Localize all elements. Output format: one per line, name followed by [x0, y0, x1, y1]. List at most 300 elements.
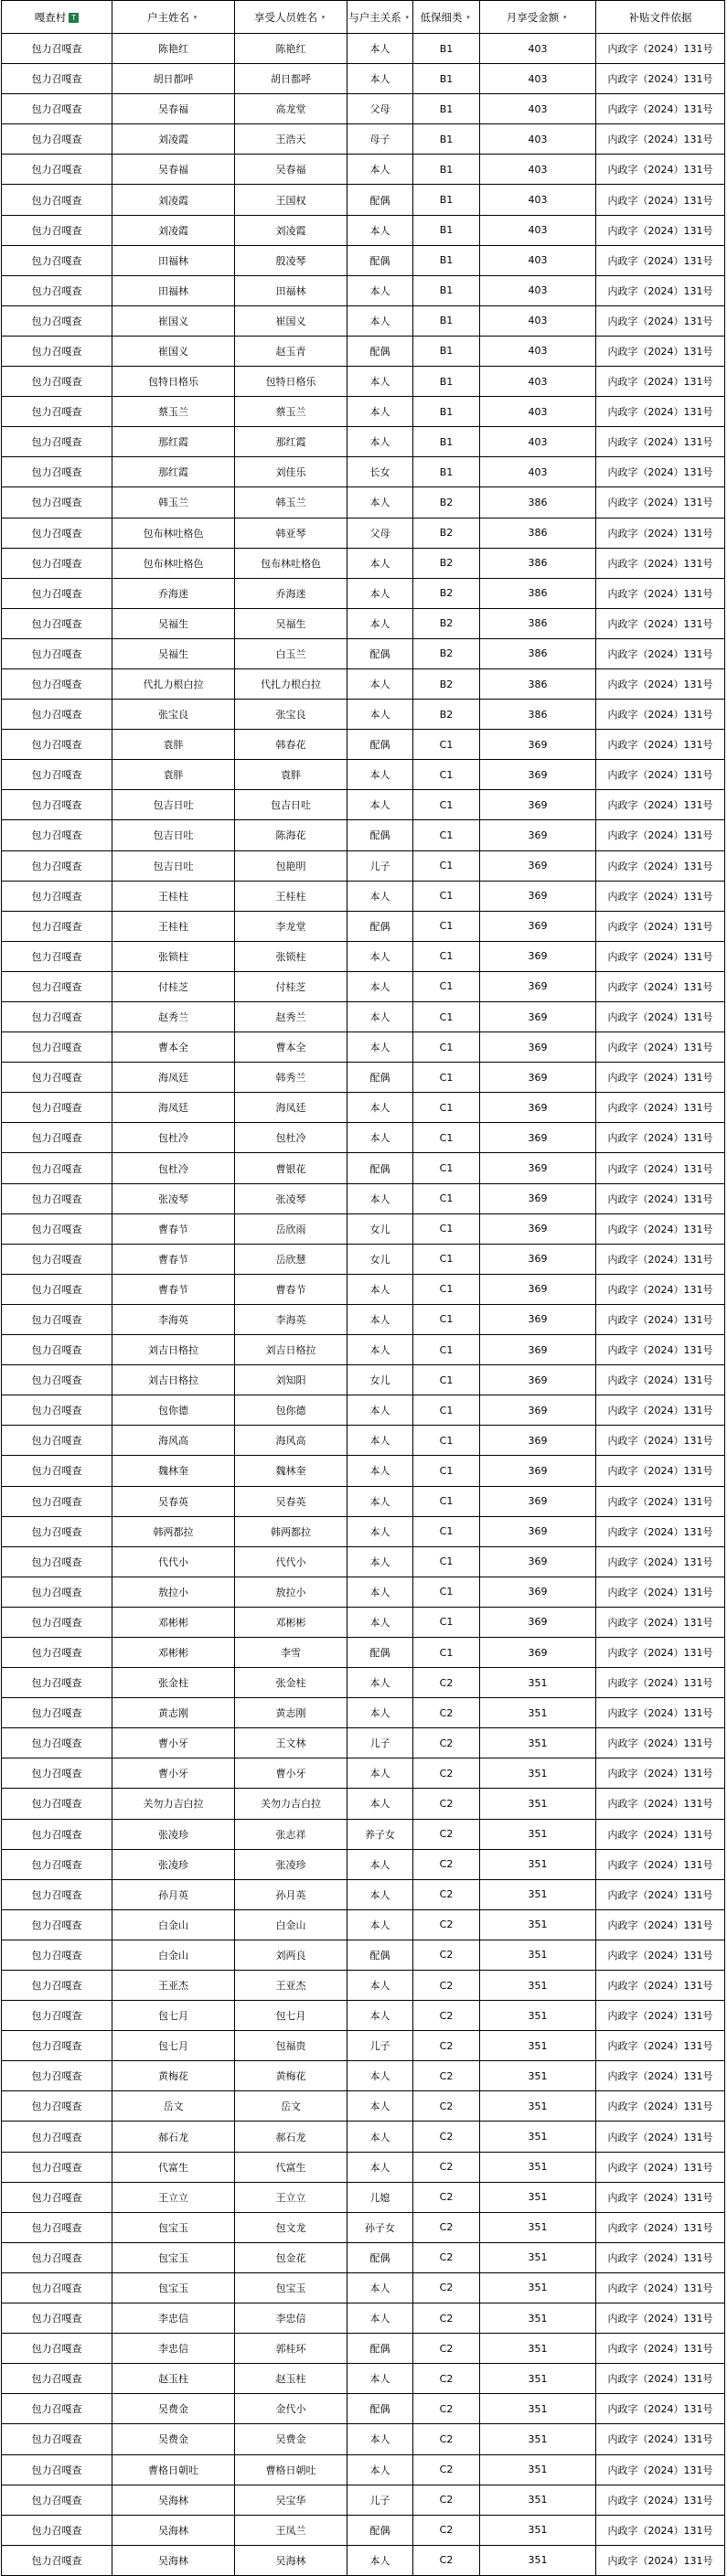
- document-cell[interactable]: 内政字（2024）131号: [596, 1123, 725, 1153]
- village-cell[interactable]: 包力召嘎查: [2, 1909, 112, 1940]
- householder-cell[interactable]: 李海英: [112, 1304, 235, 1334]
- village-cell[interactable]: 包力召嘎查: [2, 124, 112, 155]
- beneficiary-cell[interactable]: 付桂芝: [235, 971, 347, 1001]
- village-cell[interactable]: 包力召嘎查: [2, 1849, 112, 1879]
- relation-cell[interactable]: 本人: [347, 305, 413, 336]
- document-cell[interactable]: 内政字（2024）131号: [596, 1879, 725, 1909]
- village-cell[interactable]: 包力召嘎查: [2, 2122, 112, 2152]
- document-cell[interactable]: 内政字（2024）131号: [596, 1063, 725, 1093]
- amount-cell[interactable]: 403: [480, 64, 596, 94]
- document-cell[interactable]: 内政字（2024）131号: [596, 1546, 725, 1577]
- document-cell[interactable]: 内政字（2024）131号: [596, 668, 725, 699]
- document-cell[interactable]: 内政字（2024）131号: [596, 2545, 725, 2575]
- document-cell[interactable]: 内政字（2024）131号: [596, 1909, 725, 1940]
- beneficiary-cell[interactable]: 吴费金: [235, 2424, 347, 2454]
- document-cell[interactable]: 内政字（2024）131号: [596, 2394, 725, 2424]
- village-cell[interactable]: 包力召嘎查: [2, 215, 112, 245]
- relation-cell[interactable]: 配偶: [347, 1063, 413, 1093]
- village-cell[interactable]: 包力召嘎查: [2, 34, 112, 64]
- amount-cell[interactable]: 351: [480, 2122, 596, 2152]
- beneficiary-cell[interactable]: 白玉兰: [235, 638, 347, 668]
- category-cell[interactable]: C2: [413, 1789, 480, 1819]
- amount-cell[interactable]: 351: [480, 1819, 596, 1849]
- category-cell[interactable]: C2: [413, 2152, 480, 2182]
- category-cell[interactable]: B1: [413, 34, 480, 64]
- amount-cell[interactable]: 369: [480, 1153, 596, 1183]
- document-cell[interactable]: 内政字（2024）131号: [596, 911, 725, 941]
- relation-cell[interactable]: 配偶: [347, 1637, 413, 1667]
- amount-cell[interactable]: 369: [480, 730, 596, 760]
- beneficiary-cell[interactable]: 黄梅花: [235, 2061, 347, 2091]
- householder-cell[interactable]: 关勿力吉白拉: [112, 1789, 235, 1819]
- beneficiary-cell[interactable]: 刘佳乐: [235, 457, 347, 487]
- beneficiary-cell[interactable]: 王立立: [235, 2182, 347, 2212]
- amount-cell[interactable]: 403: [480, 275, 596, 305]
- relation-cell[interactable]: 本人: [347, 548, 413, 578]
- amount-cell[interactable]: 369: [480, 1516, 596, 1546]
- relation-cell[interactable]: 本人: [347, 1032, 413, 1063]
- householder-cell[interactable]: 张锁柱: [112, 941, 235, 971]
- category-cell[interactable]: B1: [413, 275, 480, 305]
- relation-cell[interactable]: 本人: [347, 64, 413, 94]
- relation-cell[interactable]: 本人: [347, 2091, 413, 2122]
- category-cell[interactable]: B1: [413, 215, 480, 245]
- village-cell[interactable]: 包力召嘎查: [2, 1758, 112, 1789]
- amount-cell[interactable]: 369: [480, 1093, 596, 1123]
- relation-cell[interactable]: 配偶: [347, 1940, 413, 1970]
- householder-cell[interactable]: 吴福生: [112, 638, 235, 668]
- beneficiary-cell[interactable]: 代扎力根白拉: [235, 668, 347, 699]
- category-cell[interactable]: B2: [413, 608, 480, 638]
- beneficiary-cell[interactable]: 韩亚琴: [235, 518, 347, 548]
- village-cell[interactable]: 包力召嘎查: [2, 1971, 112, 2001]
- householder-cell[interactable]: 魏林奎: [112, 1456, 235, 1486]
- village-cell[interactable]: 包力召嘎查: [2, 668, 112, 699]
- amount-cell[interactable]: 351: [480, 2001, 596, 2031]
- document-cell[interactable]: 内政字（2024）131号: [596, 941, 725, 971]
- householder-cell[interactable]: 代富生: [112, 2152, 235, 2182]
- relation-cell[interactable]: 本人: [347, 1183, 413, 1213]
- document-cell[interactable]: 内政字（2024）131号: [596, 1637, 725, 1667]
- householder-cell[interactable]: 张凌珍: [112, 1849, 235, 1879]
- beneficiary-cell[interactable]: 张宝良: [235, 700, 347, 730]
- relation-cell[interactable]: 本人: [347, 2545, 413, 2575]
- beneficiary-cell[interactable]: 魏林奎: [235, 1456, 347, 1486]
- relation-cell[interactable]: 父母: [347, 94, 413, 124]
- relation-cell[interactable]: 本人: [347, 2001, 413, 2031]
- village-cell[interactable]: 包力召嘎查: [2, 245, 112, 275]
- beneficiary-cell[interactable]: 李雪: [235, 1637, 347, 1667]
- beneficiary-cell[interactable]: 袁胖: [235, 760, 347, 790]
- category-cell[interactable]: C1: [413, 1637, 480, 1667]
- amount-cell[interactable]: 403: [480, 245, 596, 275]
- document-cell[interactable]: 内政字（2024）131号: [596, 1789, 725, 1819]
- beneficiary-cell[interactable]: 白金山: [235, 1909, 347, 1940]
- householder-cell[interactable]: 赵玉柱: [112, 2364, 235, 2394]
- relation-cell[interactable]: 女儿: [347, 1244, 413, 1274]
- householder-cell[interactable]: 曹小牙: [112, 1728, 235, 1758]
- village-cell[interactable]: 包力召嘎查: [2, 548, 112, 578]
- village-cell[interactable]: 包力召嘎查: [2, 1032, 112, 1063]
- relation-cell[interactable]: 本人: [347, 700, 413, 730]
- category-cell[interactable]: C2: [413, 2061, 480, 2091]
- category-cell[interactable]: C2: [413, 2272, 480, 2303]
- category-cell[interactable]: B1: [413, 336, 480, 366]
- householder-cell[interactable]: 田福林: [112, 275, 235, 305]
- beneficiary-cell[interactable]: 韩玉兰: [235, 487, 347, 518]
- relation-cell[interactable]: 本人: [347, 1123, 413, 1153]
- village-cell[interactable]: 包力召嘎查: [2, 2364, 112, 2394]
- beneficiary-cell[interactable]: 包福贵: [235, 2031, 347, 2061]
- village-cell[interactable]: 包力召嘎查: [2, 2272, 112, 2303]
- document-cell[interactable]: 内政字（2024）131号: [596, 245, 725, 275]
- document-cell[interactable]: 内政字（2024）131号: [596, 34, 725, 64]
- relation-cell[interactable]: 配偶: [347, 820, 413, 850]
- beneficiary-cell[interactable]: 郝石龙: [235, 2122, 347, 2152]
- document-cell[interactable]: 内政字（2024）131号: [596, 1577, 725, 1607]
- document-cell[interactable]: 内政字（2024）131号: [596, 1486, 725, 1516]
- relation-cell[interactable]: 本人: [347, 1516, 413, 1546]
- householder-cell[interactable]: 崔国义: [112, 305, 235, 336]
- village-cell[interactable]: 包力召嘎查: [2, 2091, 112, 2122]
- relation-cell[interactable]: 本人: [347, 1849, 413, 1879]
- document-cell[interactable]: 内政字（2024）131号: [596, 1395, 725, 1426]
- amount-cell[interactable]: 369: [480, 760, 596, 790]
- document-cell[interactable]: 内政字（2024）131号: [596, 1032, 725, 1063]
- amount-cell[interactable]: 403: [480, 215, 596, 245]
- beneficiary-cell[interactable]: 高龙堂: [235, 94, 347, 124]
- amount-cell[interactable]: 351: [480, 1728, 596, 1758]
- document-cell[interactable]: 内政字（2024）131号: [596, 2334, 725, 2364]
- amount-cell[interactable]: 351: [480, 2545, 596, 2575]
- beneficiary-cell[interactable]: 岳文: [235, 2091, 347, 2122]
- relation-cell[interactable]: 本人: [347, 760, 413, 790]
- relation-cell[interactable]: 本人: [347, 2303, 413, 2334]
- beneficiary-cell[interactable]: 陈艳红: [235, 34, 347, 64]
- householder-cell[interactable]: 曹春节: [112, 1213, 235, 1244]
- category-cell[interactable]: C2: [413, 1971, 480, 2001]
- village-cell[interactable]: 包力召嘎查: [2, 367, 112, 397]
- householder-cell[interactable]: 胡日都呼: [112, 64, 235, 94]
- amount-cell[interactable]: 351: [480, 2364, 596, 2394]
- amount-cell[interactable]: 403: [480, 124, 596, 155]
- householder-cell[interactable]: 付桂芝: [112, 971, 235, 1001]
- beneficiary-cell[interactable]: 陈海花: [235, 820, 347, 850]
- category-cell[interactable]: B2: [413, 638, 480, 668]
- document-cell[interactable]: 内政字（2024）131号: [596, 578, 725, 608]
- document-cell[interactable]: 内政字（2024）131号: [596, 760, 725, 790]
- amount-cell[interactable]: 369: [480, 1002, 596, 1032]
- relation-cell[interactable]: 本人: [347, 1093, 413, 1123]
- relation-cell[interactable]: 配偶: [347, 2334, 413, 2364]
- relation-cell[interactable]: 本人: [347, 1274, 413, 1304]
- householder-cell[interactable]: 海凤廷: [112, 1093, 235, 1123]
- amount-cell[interactable]: 403: [480, 427, 596, 457]
- village-cell[interactable]: 包力召嘎查: [2, 2334, 112, 2364]
- village-cell[interactable]: 包力召嘎查: [2, 941, 112, 971]
- amount-cell[interactable]: 369: [480, 1063, 596, 1093]
- category-cell[interactable]: C2: [413, 2303, 480, 2334]
- amount-cell[interactable]: 351: [480, 2515, 596, 2545]
- category-cell[interactable]: C1: [413, 850, 480, 881]
- beneficiary-cell[interactable]: 蔡玉兰: [235, 397, 347, 427]
- amount-cell[interactable]: 351: [480, 2272, 596, 2303]
- category-cell[interactable]: C1: [413, 730, 480, 760]
- filter-dropdown-icon[interactable]: ▾: [405, 13, 409, 21]
- village-cell[interactable]: 包力召嘎查: [2, 2424, 112, 2454]
- category-cell[interactable]: C2: [413, 1879, 480, 1909]
- amount-cell[interactable]: 386: [480, 608, 596, 638]
- amount-cell[interactable]: 351: [480, 1940, 596, 1970]
- document-cell[interactable]: 内政字（2024）131号: [596, 305, 725, 336]
- amount-cell[interactable]: 351: [480, 2303, 596, 2334]
- document-cell[interactable]: 内政字（2024）131号: [596, 2485, 725, 2515]
- village-cell[interactable]: 包力召嘎查: [2, 1789, 112, 1819]
- householder-cell[interactable]: 包宝玉: [112, 2242, 235, 2272]
- householder-cell[interactable]: 吴费金: [112, 2394, 235, 2424]
- householder-cell[interactable]: 敖拉小: [112, 1577, 235, 1607]
- relation-cell[interactable]: 本人: [347, 1909, 413, 1940]
- village-cell[interactable]: 包力召嘎查: [2, 185, 112, 215]
- category-cell[interactable]: B2: [413, 518, 480, 548]
- householder-cell[interactable]: 包七月: [112, 2001, 235, 2031]
- document-cell[interactable]: 内政字（2024）131号: [596, 215, 725, 245]
- beneficiary-cell[interactable]: 邓彬彬: [235, 1607, 347, 1637]
- amount-cell[interactable]: 351: [480, 1849, 596, 1879]
- amount-cell[interactable]: 351: [480, 1789, 596, 1819]
- document-cell[interactable]: 内政字（2024）131号: [596, 850, 725, 881]
- document-cell[interactable]: 内政字（2024）131号: [596, 700, 725, 730]
- village-cell[interactable]: 包力召嘎查: [2, 700, 112, 730]
- beneficiary-cell[interactable]: 敖拉小: [235, 1577, 347, 1607]
- householder-cell[interactable]: 张凌珍: [112, 1819, 235, 1849]
- householder-cell[interactable]: 陈艳红: [112, 34, 235, 64]
- document-cell[interactable]: 内政字（2024）131号: [596, 1365, 725, 1395]
- document-cell[interactable]: 内政字（2024）131号: [596, 2272, 725, 2303]
- village-cell[interactable]: 包力召嘎查: [2, 1093, 112, 1123]
- beneficiary-cell[interactable]: 海凤廷: [235, 1093, 347, 1123]
- householder-cell[interactable]: 白金山: [112, 1909, 235, 1940]
- document-cell[interactable]: 内政字（2024）131号: [596, 2091, 725, 2122]
- document-cell[interactable]: 内政字（2024）131号: [596, 124, 725, 155]
- beneficiary-cell[interactable]: 金代小: [235, 2394, 347, 2424]
- document-cell[interactable]: 内政字（2024）131号: [596, 185, 725, 215]
- document-cell[interactable]: 内政字（2024）131号: [596, 427, 725, 457]
- document-cell[interactable]: 内政字（2024）131号: [596, 94, 725, 124]
- beneficiary-cell[interactable]: 包你德: [235, 1395, 347, 1426]
- category-cell[interactable]: C1: [413, 1274, 480, 1304]
- document-cell[interactable]: 内政字（2024）131号: [596, 2122, 725, 2152]
- relation-cell[interactable]: 本人: [347, 1304, 413, 1334]
- householder-cell[interactable]: 吴费金: [112, 2424, 235, 2454]
- village-cell[interactable]: 包力召嘎查: [2, 2545, 112, 2575]
- relation-cell[interactable]: 配偶: [347, 2515, 413, 2545]
- category-cell[interactable]: B1: [413, 457, 480, 487]
- householder-cell[interactable]: 郝石龙: [112, 2122, 235, 2152]
- document-cell[interactable]: 内政字（2024）131号: [596, 1274, 725, 1304]
- amount-cell[interactable]: 369: [480, 971, 596, 1001]
- beneficiary-cell[interactable]: 赵秀兰: [235, 1002, 347, 1032]
- amount-cell[interactable]: 369: [480, 1546, 596, 1577]
- document-cell[interactable]: 内政字（2024）131号: [596, 1304, 725, 1334]
- village-cell[interactable]: 包力召嘎查: [2, 1304, 112, 1334]
- village-cell[interactable]: 包力召嘎查: [2, 1274, 112, 1304]
- beneficiary-cell[interactable]: 那红霞: [235, 427, 347, 457]
- beneficiary-cell[interactable]: 包七月: [235, 2001, 347, 2031]
- householder-cell[interactable]: 包你德: [112, 1395, 235, 1426]
- beneficiary-cell[interactable]: 吴海林: [235, 2545, 347, 2575]
- beneficiary-cell[interactable]: 包艳明: [235, 850, 347, 881]
- category-cell[interactable]: C1: [413, 760, 480, 790]
- relation-cell[interactable]: 本人: [347, 1002, 413, 1032]
- relation-cell[interactable]: 长女: [347, 457, 413, 487]
- householder-cell[interactable]: 乔海迷: [112, 578, 235, 608]
- relation-cell[interactable]: 配偶: [347, 730, 413, 760]
- beneficiary-cell[interactable]: 李忠信: [235, 2303, 347, 2334]
- document-cell[interactable]: 内政字（2024）131号: [596, 155, 725, 185]
- category-cell[interactable]: C1: [413, 1063, 480, 1093]
- village-cell[interactable]: 包力召嘎查: [2, 1607, 112, 1637]
- amount-cell[interactable]: 351: [480, 1758, 596, 1789]
- beneficiary-cell[interactable]: 曹本全: [235, 1032, 347, 1063]
- category-cell[interactable]: C2: [413, 2031, 480, 2061]
- beneficiary-cell[interactable]: 包吉日吐: [235, 790, 347, 820]
- relation-cell[interactable]: 本人: [347, 1426, 413, 1456]
- document-cell[interactable]: 内政字（2024）131号: [596, 1093, 725, 1123]
- relation-cell[interactable]: 本人: [347, 1879, 413, 1909]
- relation-cell[interactable]: 配偶: [347, 245, 413, 275]
- village-cell[interactable]: 包力召嘎查: [2, 1577, 112, 1607]
- householder-cell[interactable]: 张凌琴: [112, 1183, 235, 1213]
- category-cell[interactable]: C1: [413, 1577, 480, 1607]
- category-cell[interactable]: C1: [413, 1244, 480, 1274]
- householder-cell[interactable]: 曹春节: [112, 1244, 235, 1274]
- village-cell[interactable]: 包力召嘎查: [2, 2152, 112, 2182]
- beneficiary-cell[interactable]: 张凌琴: [235, 1183, 347, 1213]
- document-cell[interactable]: 内政字（2024）131号: [596, 1516, 725, 1546]
- document-cell[interactable]: 内政字（2024）131号: [596, 2031, 725, 2061]
- relation-cell[interactable]: 本人: [347, 1335, 413, 1365]
- beneficiary-cell[interactable]: 包文龙: [235, 2212, 347, 2242]
- filter-dropdown-icon[interactable]: ▾: [466, 13, 470, 21]
- category-cell[interactable]: C1: [413, 1002, 480, 1032]
- amount-cell[interactable]: 369: [480, 1274, 596, 1304]
- category-cell[interactable]: C2: [413, 2091, 480, 2122]
- amount-cell[interactable]: 369: [480, 790, 596, 820]
- relation-cell[interactable]: 儿媳: [347, 2182, 413, 2212]
- category-cell[interactable]: C1: [413, 1516, 480, 1546]
- village-cell[interactable]: 包力召嘎查: [2, 1879, 112, 1909]
- amount-cell[interactable]: 369: [480, 1304, 596, 1334]
- householder-cell[interactable]: 李忠信: [112, 2303, 235, 2334]
- category-cell[interactable]: C2: [413, 2394, 480, 2424]
- beneficiary-cell[interactable]: 曹小牙: [235, 1758, 347, 1789]
- beneficiary-cell[interactable]: 韩春花: [235, 730, 347, 760]
- beneficiary-cell[interactable]: 吴春英: [235, 1486, 347, 1516]
- relation-cell[interactable]: 本人: [347, 1758, 413, 1789]
- category-cell[interactable]: C2: [413, 2364, 480, 2394]
- amount-cell[interactable]: 369: [480, 1456, 596, 1486]
- householder-cell[interactable]: 刘吉日格拉: [112, 1365, 235, 1395]
- document-cell[interactable]: 内政字（2024）131号: [596, 1849, 725, 1879]
- relation-cell[interactable]: 本人: [347, 1607, 413, 1637]
- category-cell[interactable]: C2: [413, 2122, 480, 2152]
- amount-cell[interactable]: 369: [480, 1032, 596, 1063]
- village-cell[interactable]: 包力召嘎查: [2, 457, 112, 487]
- beneficiary-cell[interactable]: 岳欣慧: [235, 1244, 347, 1274]
- category-cell[interactable]: B1: [413, 427, 480, 457]
- householder-cell[interactable]: 海风高: [112, 1426, 235, 1456]
- relation-cell[interactable]: 本人: [347, 1546, 413, 1577]
- beneficiary-cell[interactable]: 王亚杰: [235, 1971, 347, 2001]
- beneficiary-cell[interactable]: 曹格日朝吐: [235, 2454, 347, 2485]
- householder-cell[interactable]: 蔡玉兰: [112, 397, 235, 427]
- category-cell[interactable]: B2: [413, 487, 480, 518]
- village-cell[interactable]: 包力召嘎查: [2, 1365, 112, 1395]
- amount-cell[interactable]: 351: [480, 1909, 596, 1940]
- village-cell[interactable]: 包力召嘎查: [2, 790, 112, 820]
- relation-cell[interactable]: 配偶: [347, 2394, 413, 2424]
- beneficiary-cell[interactable]: 张凌珍: [235, 1849, 347, 1879]
- beneficiary-cell[interactable]: 包杜冷: [235, 1123, 347, 1153]
- document-cell[interactable]: 内政字（2024）131号: [596, 2061, 725, 2091]
- village-cell[interactable]: 包力召嘎查: [2, 1213, 112, 1244]
- category-cell[interactable]: C1: [413, 1213, 480, 1244]
- beneficiary-cell[interactable]: 海风高: [235, 1426, 347, 1456]
- amount-cell[interactable]: 351: [480, 2334, 596, 2364]
- category-cell[interactable]: C2: [413, 2424, 480, 2454]
- householder-cell[interactable]: 包宝玉: [112, 2272, 235, 2303]
- relation-cell[interactable]: 本人: [347, 155, 413, 185]
- householder-cell[interactable]: 吴春福: [112, 94, 235, 124]
- category-cell[interactable]: C2: [413, 1758, 480, 1789]
- document-cell[interactable]: 内政字（2024）131号: [596, 336, 725, 366]
- householder-cell[interactable]: 黄梅花: [112, 2061, 235, 2091]
- village-cell[interactable]: 包力召嘎查: [2, 1123, 112, 1153]
- amount-cell[interactable]: 369: [480, 1577, 596, 1607]
- document-cell[interactable]: 内政字（2024）131号: [596, 518, 725, 548]
- householder-cell[interactable]: 包吉日吐: [112, 820, 235, 850]
- beneficiary-cell[interactable]: 李龙堂: [235, 911, 347, 941]
- householder-cell[interactable]: 代代小: [112, 1546, 235, 1577]
- beneficiary-cell[interactable]: 关勿力吉白拉: [235, 1789, 347, 1819]
- householder-cell[interactable]: 韩两都拉: [112, 1516, 235, 1546]
- amount-cell[interactable]: 386: [480, 578, 596, 608]
- amount-cell[interactable]: 369: [480, 1486, 596, 1516]
- village-cell[interactable]: 包力召嘎查: [2, 578, 112, 608]
- category-cell[interactable]: C1: [413, 1304, 480, 1334]
- relation-cell[interactable]: 儿子: [347, 2031, 413, 2061]
- beneficiary-cell[interactable]: 王凤兰: [235, 2515, 347, 2545]
- filter-active-icon[interactable]: T: [69, 13, 79, 23]
- village-cell[interactable]: 包力召嘎查: [2, 1940, 112, 1970]
- beneficiary-cell[interactable]: 赵玉青: [235, 336, 347, 366]
- category-cell[interactable]: B2: [413, 548, 480, 578]
- relation-cell[interactable]: 本人: [347, 2424, 413, 2454]
- householder-cell[interactable]: 邓彬彬: [112, 1637, 235, 1667]
- relation-cell[interactable]: 本人: [347, 487, 413, 518]
- category-cell[interactable]: C1: [413, 1183, 480, 1213]
- document-cell[interactable]: 内政字（2024）131号: [596, 1213, 725, 1244]
- village-cell[interactable]: 包力召嘎查: [2, 2182, 112, 2212]
- amount-cell[interactable]: 403: [480, 34, 596, 64]
- document-cell[interactable]: 内政字（2024）131号: [596, 2454, 725, 2485]
- category-cell[interactable]: C2: [413, 2485, 480, 2515]
- category-cell[interactable]: B1: [413, 305, 480, 336]
- relation-cell[interactable]: 养子女: [347, 1819, 413, 1849]
- document-cell[interactable]: 内政字（2024）131号: [596, 1698, 725, 1728]
- document-cell[interactable]: 内政字（2024）131号: [596, 2182, 725, 2212]
